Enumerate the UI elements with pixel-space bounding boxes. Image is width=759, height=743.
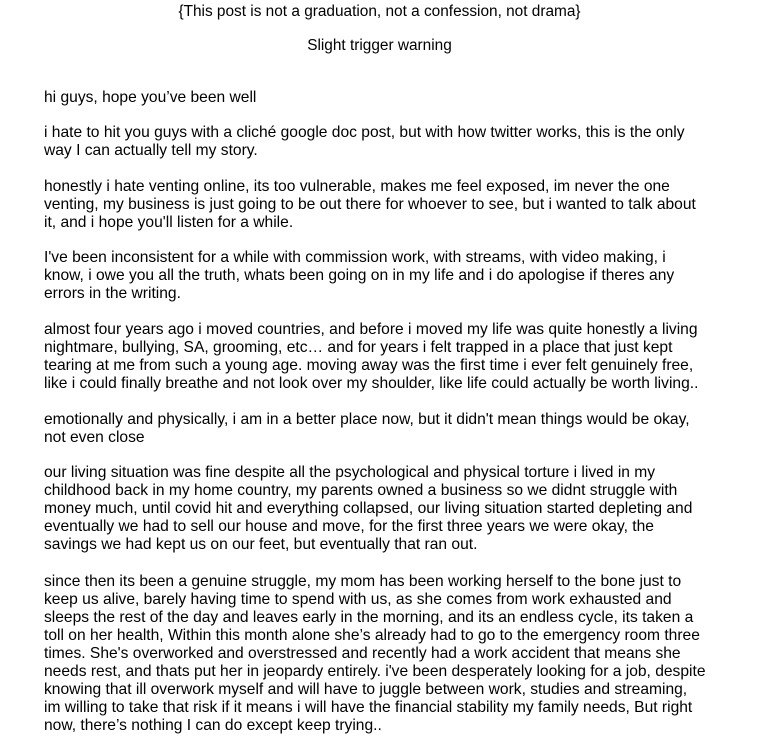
text-line: errors in the writing. (44, 285, 181, 302)
text-line: our living situation was fine despite all the psychological and physical torture i lived in my (44, 464, 656, 481)
paragraph-emotional (44, 411, 734, 447)
text-line: honestly i hate venting online, its too vulnerable, makes me feel exposed, im never the one (44, 178, 670, 195)
text-line: money much, until covid hit and everything collapsed, our living situation started depleting and (44, 500, 693, 517)
text-line: hi guys, hope you’ve been well (44, 89, 257, 106)
text-line: times. She's overworked and overstressed and recently had a work accident that means she (44, 645, 681, 662)
text-line: savings we had kept us on our feet, but eventually that ran out. (44, 536, 478, 553)
text-line: I've been inconsistent for a while with commission work, with streams, with video making, i (44, 249, 666, 266)
paragraph-greeting (44, 89, 734, 107)
paragraph-living-situation (44, 464, 734, 554)
text-line: since then its been a genuine struggle, my mom has been working herself to the bone just to (44, 573, 682, 590)
text-line: venting, my business is just going to be out there for whoever to see, but i wanted to talk about (44, 196, 696, 213)
text-line: knowing that ill overwork myself and will have to juggle between work, studies and streaming, (44, 681, 688, 698)
text-line: needs rest, and thats put her in jeopardy entirely. i've been desperately looking for a job, despite (44, 663, 706, 680)
paragraph-intro (44, 124, 734, 160)
text-line: tearing at me from such a young age. moving away was the first time i ever felt genuinely free, (44, 357, 694, 374)
paragraph-inconsistent (44, 249, 734, 303)
text-line: know, i owe you all the truth, whats been going on in my life and i do apologise if theres any (44, 267, 675, 284)
paragraph-moving (44, 321, 734, 393)
text-line: it, and i hope you'll listen for a while. (44, 214, 294, 231)
header-disclaimer: {This post is not a graduation, not a confession, not drama} (178, 3, 581, 20)
text-line: im willing to take that risk if it means i will have the financial stability my family needs, But right (44, 699, 693, 716)
text-line: childhood back in my home country, my parents owned a business so we didnt struggle with (44, 482, 678, 499)
text-line: emotionally and physically, i am in a better place now, but it didn't mean things would be okay, (44, 411, 690, 428)
text-line: keep us alive, barely having time to spend with us, as she comes from work exhausted and (44, 591, 672, 608)
text-line: i hate to hit you guys with a cliché google doc post, but with how twitter works, this is the only (44, 124, 685, 141)
text-line: way I can actually tell my story. (44, 142, 258, 159)
text-line: eventually we had to sell our house and move, for the first three years we were okay, the (44, 518, 654, 535)
text-line: like i could finally breathe and not look over my shoulder, like life could actually be worth living.. (44, 375, 699, 392)
trigger-warning: Slight trigger warning (307, 37, 452, 54)
text-line: toll on her health, Within this month alone she’s already had to go to the emergency room three (44, 627, 700, 644)
text-line: nightmare, bullying, SA, grooming, etc… and for years i felt trapped in a place that just kept (44, 339, 673, 356)
text-line: now, there’s nothing I can do except keep trying.. (44, 717, 382, 734)
text-line: sleeps the rest of the day and leaves early in the morning, and its an endless cycle, its taken a (44, 609, 694, 626)
paragraph-struggle (44, 573, 734, 735)
text-line: not even close (44, 429, 145, 446)
paragraph-venting (44, 178, 734, 232)
text-line: almost four years ago i moved countries, and before i moved my life was quite honestly a living (44, 321, 698, 338)
